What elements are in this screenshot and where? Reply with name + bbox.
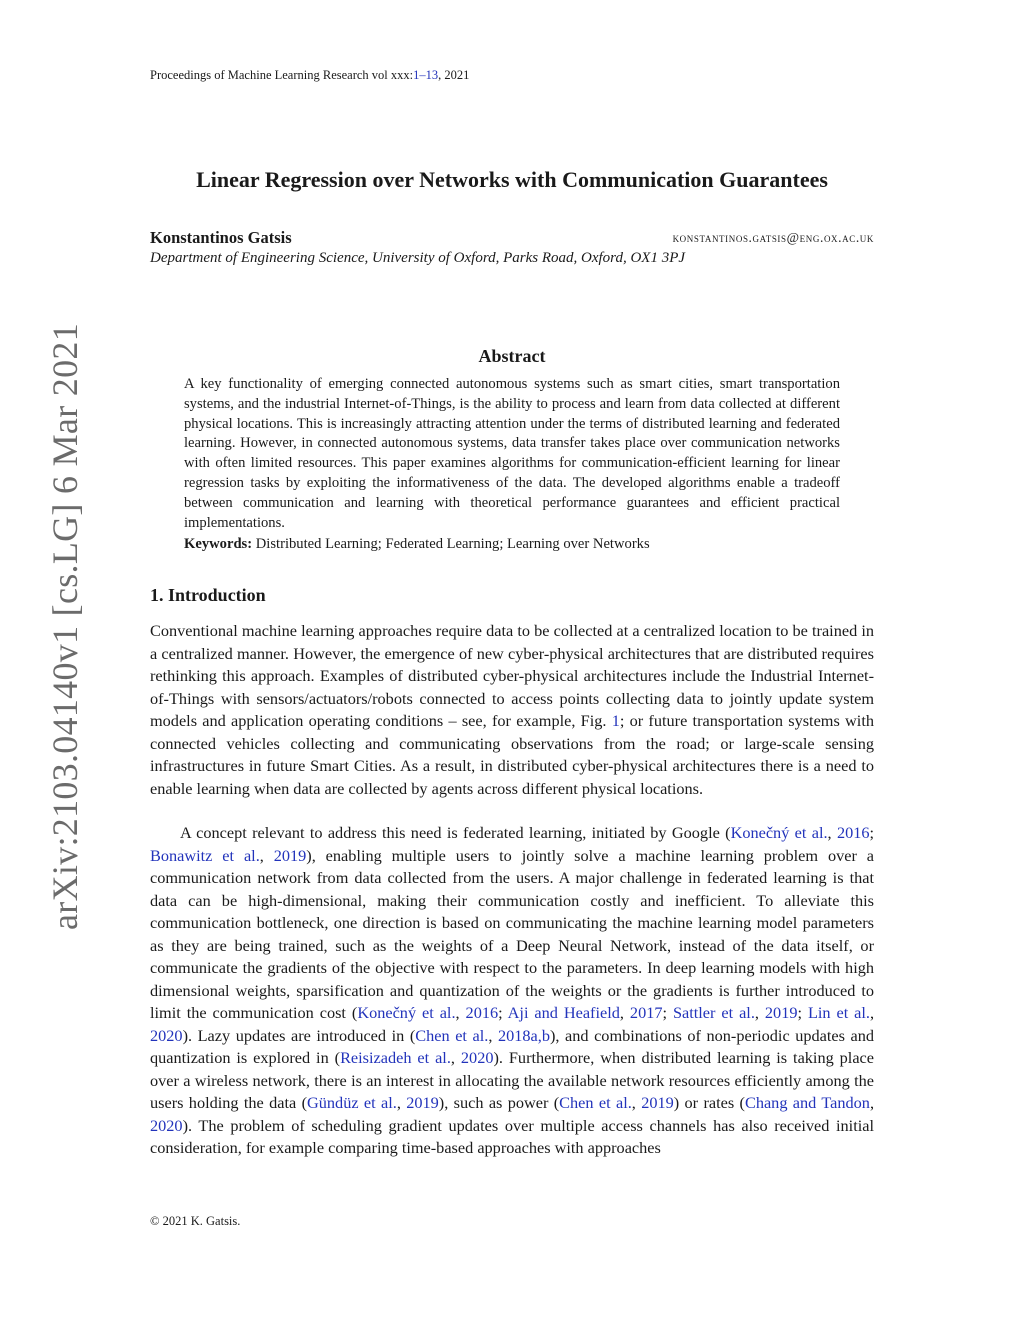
citation-link[interactable]: 2019 [764,1003,798,1022]
keywords-label: Keywords: [184,536,253,552]
arxiv-sidebar-stamp: arXiv:2103.04140v1 [cs.LG] 6 Mar 2021 [45,323,85,930]
keywords-line [184,536,840,553]
paragraph-text: ; [498,1003,508,1022]
citation-link[interactable]: Aji and Heafield [507,1003,620,1022]
copyright-footer: © 2021 K. Gatsis. [150,1214,241,1228]
author-affiliation: Department of Engineering Science, University of Oxford, Parks Road, Oxford, OX1 3PJ [150,250,686,266]
author-email: konstantinos.gatsis@eng.ox.ac.uk [672,230,874,245]
paragraph-text: A concept relevant to address this need is federated learning, initiated by Google ( [180,823,731,842]
citation-link[interactable]: Lin et al. [807,1003,870,1022]
citation-link[interactable]: Reisizadeh et al. [340,1048,451,1067]
running-head-text: Proceedings of Machine Learning Research vol xxx: [150,68,414,82]
paragraph-text: , [450,1048,461,1067]
paragraph-text: ). Furthermore, when distributed learning is taking place over a wireless network, there is an interest in allocating the available network resources efficiently among the users holding the data ( [150,1048,874,1112]
citation-link[interactable]: 2017 [629,1003,663,1022]
abstract-text: A key functionality of emerging connected autonomous systems such as smart cities, smart transportation systems, and the industrial Internet-of-Things, is the ability to process and learn from data collected at different physical locations. This is increasingly attracting attention under the terms of distributed learning and federated learning. However, in connected autonomous systems, data transfer takes place over communication networks with often limited resources. This paper examines algorithms for communication-efficient learning for linear regression tasks by exploiting the informativeness of the data. The developed algorithms enable a tradeoff between communication and learning with theoretical performance guarantees and efficient practical implementations. [184,376,840,531]
citation-link[interactable]: 2020 [150,1025,183,1045]
keywords-list: Distributed Learning; Federated Learning; Learning over Networks [255,536,650,552]
paragraph-text: , [619,1003,630,1022]
paragraph-text: ). The problem of scheduling gradient updates over multiple access channels has also received initial consideration, for example comparing time-based approaches with approaches [150,1115,874,1157]
citation-link[interactable]: Sattler et al. [672,1003,755,1022]
paragraph-text: ; [797,1003,808,1022]
paragraph-text: ), such as power ( [438,1093,560,1112]
citation-link[interactable]: Bonawitz et al. [150,845,260,865]
paragraph-text: , [488,1025,498,1045]
page-range-link[interactable]: 1–13 [413,68,439,82]
paragraph-text: ; [662,1003,673,1022]
paragraph-text: , [754,1003,765,1022]
paper-title: Linear Regression over Networks with Communication Guarantees [196,167,828,192]
abstract-heading: Abstract [478,346,546,366]
paragraph-text: , [259,845,274,865]
section-heading-introduction: 1. Introduction [150,585,266,605]
paragraph-text: ), enabling multiple users to jointly solve a machine learning problem over a communication network from data collected from the users. A major challenge in federated learning is that data can be high-dimensional, making their communication costly and inefficient. To alleviate this communication bottleneck, one direction is based on communicating the machine learning model parameters as they are being trained, such as the weights of a Deep Neural Network, instead of the data itself, or communicate the gradients of the objective with respect to the parameters. In deep learning models with high dimensional weights, sparsification and quantization of the weights or the gradients is further introduced to limit the communication cost ( [150,845,874,1022]
intro-paragraph-1 [150,620,874,800]
citation-link[interactable]: Konečný et al. [730,823,828,842]
citation-link[interactable]: Gündüz et al. [307,1093,397,1112]
paragraph-text: ; [869,823,875,842]
citation-link[interactable]: 2016 [836,823,870,842]
author-name: Konstantinos Gatsis [150,228,292,247]
running-head-year: , 2021 [438,68,470,82]
intro-paragraph-2 [150,822,874,1160]
running-head [150,68,469,83]
paragraph-text: ). Lazy updates are introduced in ( [182,1025,416,1045]
paragraph-text: , [396,1093,407,1112]
citation-link[interactable]: Chen et al. [559,1093,632,1112]
paragraph-text: ), and combinations of non-periodic updates and quantization is explored in ( [150,1025,875,1067]
citation-link[interactable]: Chang and Tandon [744,1093,870,1112]
citation-link[interactable]: 2016 [465,1003,499,1022]
figure-ref-link[interactable]: 1 [611,711,620,730]
citation-link[interactable]: 2019 [406,1093,439,1112]
paragraph-text: ) or rates ( [673,1093,745,1112]
paragraph-text: , [869,1003,875,1022]
citation-link[interactable]: 2019 [641,1093,674,1112]
paragraph-text: , [827,823,837,842]
paragraph-text: , [869,1093,875,1112]
intro-p1-text-b: ; or future transportation systems with connected vehicles collecting and communicating observations from the road; or large-scale sensing infrastructures in future Smart Cities. As a result, in distributed cyber-physical architectures there is a need to enable learning when data are collected by agents across different physical locations. [150,711,874,798]
citation-link[interactable]: 2020 [460,1048,494,1067]
citation-link[interactable]: 2018a,b [497,1025,550,1045]
paragraph-text: , [455,1003,466,1022]
intro-p1-text-a: Conventional machine learning approaches require data to be collected at a centralized location to be trained in a centralized manner. However, the emergence of new cyber-physical architectures that are distributed requires rethinking this approach. Examples of distributed cyber-physical architectures include the Industrial Internet-of-Things with sensors/actuators/robots connected to access points collecting data to jointly update system models and application operating conditions – see, for example, Fig. [150,621,874,730]
paragraph-text: , [631,1093,642,1112]
citation-link[interactable]: Chen et al. [415,1025,489,1045]
citation-link[interactable]: 2020 [150,1115,183,1135]
citation-link[interactable]: Konečný et al. [357,1003,456,1022]
citation-link[interactable]: 2019 [273,845,307,865]
